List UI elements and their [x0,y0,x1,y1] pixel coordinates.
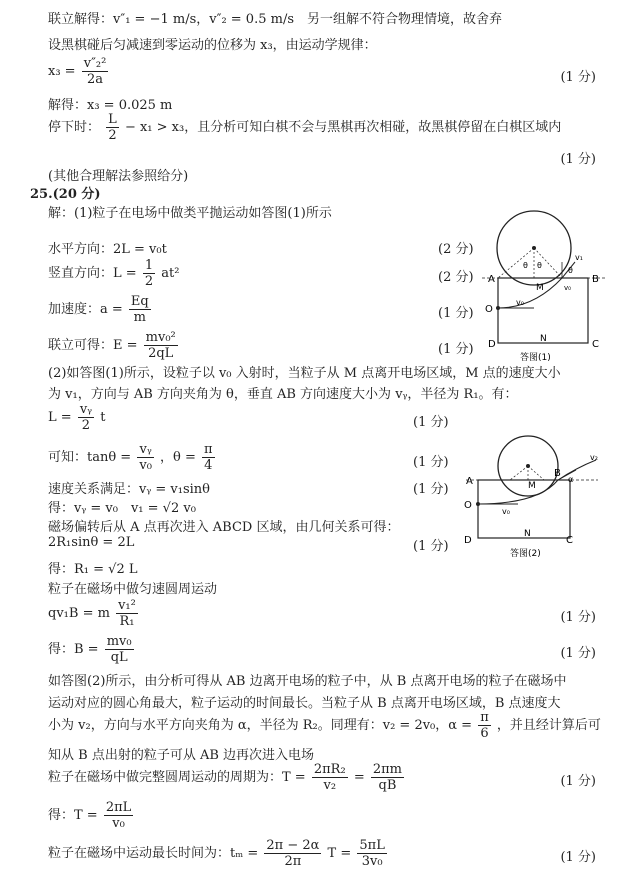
label-m: M [528,481,536,491]
fraction: $\frac{1}{2}$ [144,258,154,289]
text-line: 粒子在磁场中做匀速圆周运动 [48,582,218,597]
score: (1 分) [438,342,474,357]
formula-line: 竖直方向：L = $\frac{1}{2}$ at² [48,258,180,289]
text-line: 设黑棋碰后匀减速到零运动的位移为 x₃，由运动学规律： [48,38,377,53]
label-n: N [540,334,547,344]
parabola-path [498,278,562,308]
fraction: $\frac{\text{mv₀}}{qL}$ [106,634,132,665]
label-a: A [466,476,473,487]
formula-line: L = $\frac{\text{vᵧ}}{2}$ t [48,402,106,433]
label-v0: v₀ [502,507,510,516]
formula-line: 速度关系满足：vᵧ = v₁sinθ [48,482,210,497]
fraction: $\frac{\text{v″₂²}}{2a}$ [83,56,107,87]
formula-line: 联立可得：E = $\frac{\text{mv₀²}}{2qL}$ [48,330,176,361]
parabola-path [478,480,558,504]
fraction: $\frac{5\pi L}{\text{3v₀}}$ [359,838,385,869]
point-o [476,502,480,506]
formula-line: 得：vᵧ = v₀ v₁ = √2 v₀ [48,501,196,516]
formula-line: qv₁B = m $\frac{\text{v₁²}}{\text{R₁}}$ [48,598,136,629]
formula-line: 得：R₁ = √2 L [48,562,138,577]
formula-line: 可知：tanθ = $\frac{\text{vᵧ}}{\text{v₀}}$ ，θ = $\frac{\pi}{4}$ [48,442,213,473]
text-line: 磁场偏转后从 A 点再次进入 ABCD 区域，由几何关系可得： [48,520,400,535]
text-line: 为 v₁，方向与 AB 方向夹角为 θ，垂直 AB 方向速度大小为 vᵧ，半径为 R₁。有： [48,387,518,402]
formula-line: 得：T = $\frac{2\pi L}{\text{v₀}}$ [48,800,132,831]
figure-caption: 答图(2) [510,549,541,559]
center-dot [526,464,530,468]
label-v1: v₁ [575,253,583,262]
score: (2 分) [438,270,474,285]
label-d: D [488,339,496,350]
formula-line: 小为 v₂，方向与水平方向夹角为 α，半径为 R₂。同理有：v₂ = 2v₀，α = $\frac{\pi}{6}$ ，并且经计算后可 [48,710,601,741]
score: (1 分) [560,70,596,85]
fraction: $\frac{Eq}{m}$ [130,294,149,325]
point-o [496,306,500,310]
label-b: B [554,468,561,479]
fraction: $\frac{2\pi m}{qB}$ [372,762,403,793]
text-line: 运动对应的圆心角最大，粒子运动的时间最长。当粒子从 B 点离开电场区域，B 点速度大 [48,696,561,711]
text-line: 知从 B 点出射的粒子可从 AB 边再次进入电场 [48,748,315,763]
score: (1 分) [413,539,449,554]
label-a: A [488,274,495,285]
fraction: $\frac{\text{v₁²}}{\text{R₁}}$ [118,598,136,629]
text-line: (2)如答图(1)所示，设粒子以 v₀ 入射时，当粒子从 M 点离开电场区域，M 点的速度大小 [48,366,561,381]
score: (1 分) [560,646,596,661]
fraction: $\frac{L}{2}$ [108,112,117,143]
label-o: O [464,500,472,511]
figure-caption: 答图(1) [520,353,551,363]
text-line: 解：(1)粒子在电场中做类平抛运动如答图(1)所示 [48,206,332,221]
label-v2: v₂ [590,453,598,462]
fraction: $\frac{2\pi - 2\alpha}{2\pi}$ [266,838,320,869]
label-b: B [592,274,599,285]
radius-line [510,466,528,480]
label-v0b: v₀ [564,284,571,292]
label-c: C [566,535,573,546]
label-c: C [592,339,599,350]
formula-line: 加速度：a = $\frac{Eq}{m}$ [48,294,149,325]
figure-1 [482,208,606,368]
score: (1 分) [560,774,596,789]
formula-line: x₃ = $\frac{\text{v″₂²}}{2a}$ [48,56,107,87]
score: (1 分) [413,482,449,497]
center-dot [532,246,536,250]
figure-2 [458,432,608,562]
formula-line: 粒子在磁场中运动最长时间为：tₘ = $\frac{2\pi - 2\alpha}{2\pi}$ T = $\frac{5\pi L}{\text{3v₀}}$ [48,838,385,869]
question-number: 25.(20 分) [30,187,101,202]
radius-line [528,466,544,480]
fraction: $\frac{2\pi L}{\text{v₀}}$ [105,800,132,831]
label-d: D [464,535,472,546]
score: (1 分) [560,152,596,167]
radius-line [498,248,534,278]
score: (1 分) [560,610,596,625]
formula-line: 2R₁sinθ = 2L [48,535,135,550]
fraction: $\frac{\text{vᵧ}}{\text{v₀}}$ [139,442,152,473]
score: (1 分) [438,306,474,321]
label-m: M [536,283,544,293]
label-o: O [485,304,493,315]
label-theta: θ [537,261,542,270]
score: (1 分) [560,850,596,865]
fraction: $\frac{\text{vᵧ}}{2}$ [79,402,93,433]
score: (2 分) [438,242,474,257]
text-line: (其他合理解法参照给分) [48,169,189,184]
fraction: $\frac{\text{mv₀²}}{2qL}$ [145,330,176,361]
formula-line: 水平方向：2L = v₀t [48,242,167,257]
score: (1 分) [413,415,449,430]
label-alpha: α [568,475,574,484]
text-line: 如答图(2)所示，由分析可得从 AB 边离开电场的粒子中，从 B 点离开电场的粒子在磁场中 [48,674,567,689]
label-v0: v₀ [516,298,524,307]
fraction: $\frac{\text{2πR₂}}{\text{v₂}}$ [313,762,346,793]
fraction: $\frac{\pi}{6}$ [480,710,489,741]
fraction: $\frac{\pi}{4}$ [204,442,213,473]
score: (1 分) [413,455,449,470]
formula-line: 得：B = $\frac{\text{mv₀}}{qL}$ [48,634,132,665]
text-line: 解得：x₃ = 0.025 m [48,98,173,113]
label-theta: θ [568,266,573,275]
label-n: N [524,529,531,539]
label-theta: θ [523,261,528,270]
formula-line: 粒子在磁场中做完整圆周运动的周期为：T = $\frac{\text{2πR₂}}{\text{v₂}}$ = $\frac{2\pi m}{qB}$ [48,762,403,793]
formula-line: 停下时： $\frac{L}{2}$ − x₁ > x₃，且分析可知白棋不会与黑棋再次相碰，故黑棋停留在白棋区域内 [48,112,562,143]
text-line: 联立解得：v″₁ = −1 m/s，v″₂ = 0.5 m/s 另一组解不符合物理情境，故舍弃 [48,12,502,27]
